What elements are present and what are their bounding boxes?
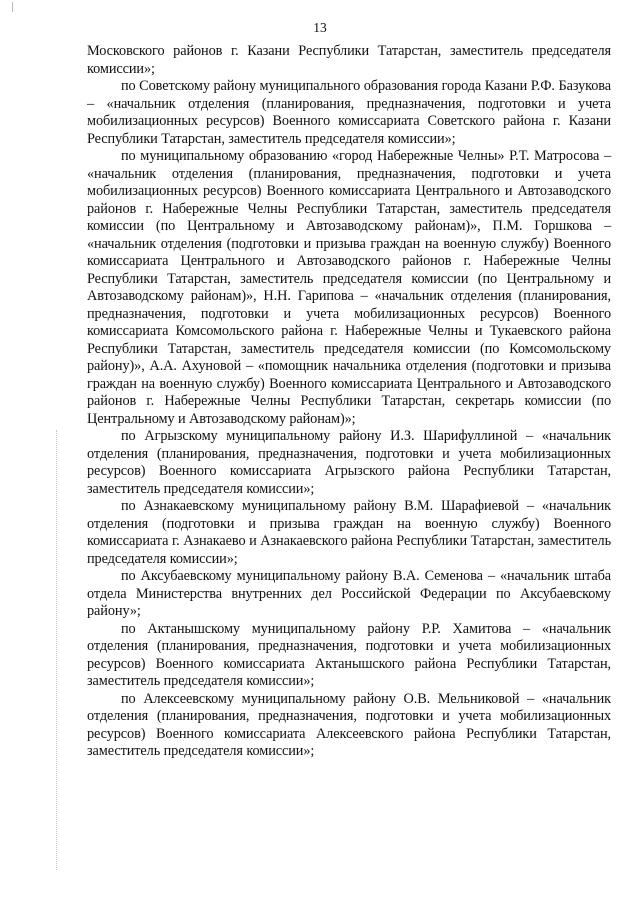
scan-edge-mark — [12, 2, 13, 12]
scan-margin-dots — [56, 430, 58, 870]
paragraph: по Аксубаевскому муниципальному району В.А. Семенова – «начальник штаба отдела Министерства внутренних дел Российской Федерации по Аксубаевскому району»; — [87, 568, 611, 619]
paragraph: по Азнакаевскому муниципальному району В.М. Шарафиевой – «начальник отделения (подготовки и призыва граждан на военную службу) Военного комиссариата г. Азнакаево и Азнакаевского района Республики Татарстан, заместитель председателя комиссии»; — [87, 498, 611, 567]
paragraph: по Советскому району муниципального образования города Казани Р.Ф. Базукова – «начальник отделения (планирования, предназначения, подготовки и учета мобилизационных ресурсов) Военного комиссариата Советского района г. Казани Республики Татарстан, заместитель председателя комиссии»; — [87, 78, 611, 147]
paragraph: Московского районов г. Казани Республики Татарстан, заместитель председателя комиссии»; — [87, 43, 611, 77]
paragraph: по Агрызскому муниципальному району И.З. Шарифуллиной – «начальник отделения (планирования, предназначения, подготовки и учета мобилизационных ресурсов) Военного комиссариата Агрызского района Республики Татарстан, заместитель председателя комиссии»; — [87, 428, 611, 497]
paragraph: по Алексеевскому муниципальному району О.В. Мельниковой – «начальник отделения (планирования, предназначения, подготовки и учета мобилизационных ресурсов) Военного комиссариата Алексеевского района Республики Татарстан, заместитель председателя комиссии»; — [87, 690, 611, 759]
page-number: 13 — [313, 20, 327, 35]
paragraph: по Актанышскому муниципальному району Р.Р. Хамитова – «начальник отделения (планирования, предназначения, подготовки и учета мобилизационных ресурсов) Военного комиссариата Актанышского района Республики Татарстан, заместитель председателя комиссии»; — [87, 620, 611, 689]
paragraph: по муниципальному образованию «город Набережные Челны» Р.Т. Матросова – «начальник отделения (планирования, предназначения, подготовки и учета мобилизационных ресурсов) Военного комиссариата Центрального и Автозаводского районов г. Набережные Челны Республики Татарстан, заместитель председателя комиссии (по Центральному и Автозаводскому районам)», П.М. Горшкова – «начальник отделения (подготовки и призыва граждан на военную службу) Военного комиссариата Центрального и Автозаводского районов г. Набережные Челны Республики Татарстан, заместитель председателя комиссии (по Центральному и Автозаводскому районам)», Н.Н. Гарипова – «начальник отделения (планирования, предназначения, подготовки и учета мобилизационных ресурсов) Военного комиссариата Комсомольского района г. Набережные Челны и Тукаевского района Республики Татарстан, заместитель председателя комиссии (по Комсомольскому району)», А.А. Ахуновой – «помощник начальника отделения (подготовки и призыва граждан на военную службу) Военного комиссариата Центрального и Автозаводского районов г. Набережные Челны Республики Татарстан, секретарь комиссии (по Центральному и Автозаводскому районам)»; — [87, 148, 611, 427]
document-body — [87, 43, 611, 761]
